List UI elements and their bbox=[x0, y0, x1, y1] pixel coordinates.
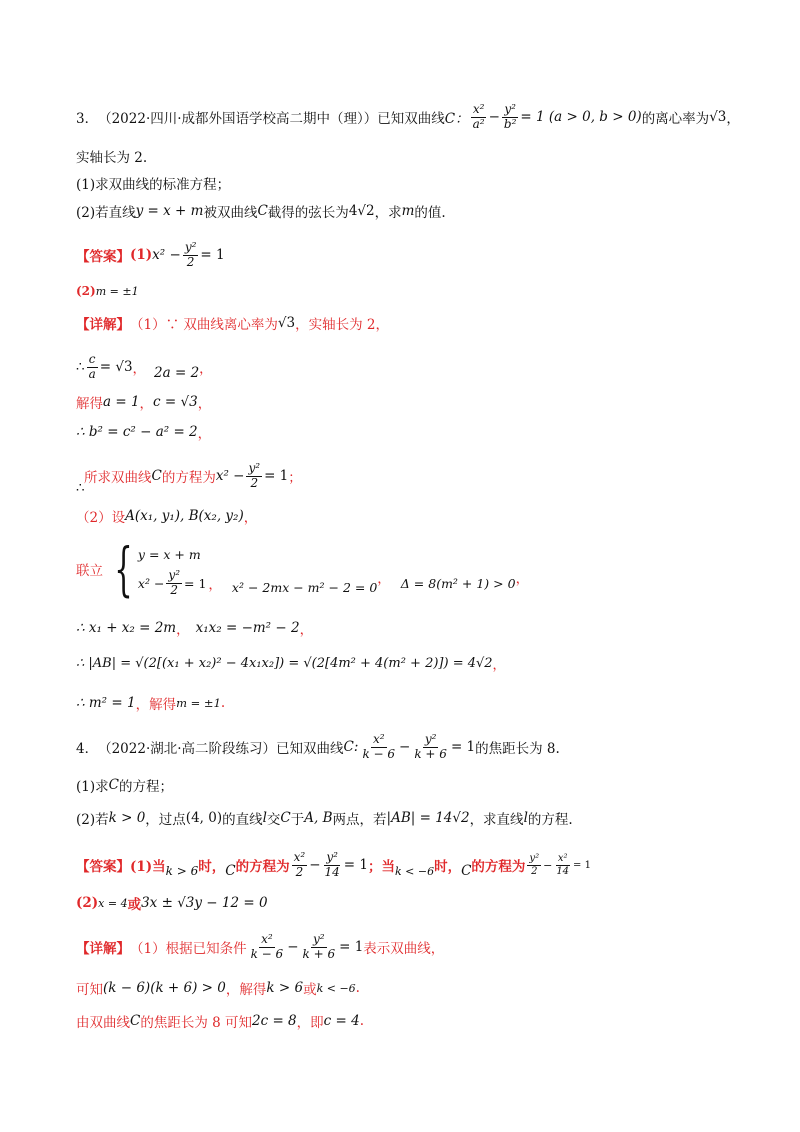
q3-detail-l9-b: ， bbox=[492, 658, 506, 673]
q4-part2-l: l bbox=[262, 810, 267, 826]
q3-detail-l2-pre: ∴ bbox=[76, 359, 85, 376]
q4-part1-b: 的方程； bbox=[118, 779, 173, 795]
q3-part2-d: 截得的弦长为 bbox=[267, 205, 349, 221]
q4-detail-l1-eq: = 1 bbox=[339, 939, 364, 956]
q4-answer-2 bbox=[76, 893, 800, 913]
q3-detail-l6-a: （2）设 bbox=[76, 510, 126, 526]
q4-detail-l3-g: . bbox=[359, 1013, 364, 1029]
q4-part1-a: (1)求 bbox=[76, 779, 109, 795]
q3-detail-l2-d: ， bbox=[199, 361, 213, 378]
q3-part2-c: C bbox=[257, 203, 268, 219]
q4-curve-c: C: bbox=[343, 739, 359, 756]
q4-answer-a1-eq: = 1 bbox=[343, 857, 368, 874]
q3-answer-a1-x: x² − bbox=[152, 247, 181, 264]
q3-answer-a1: (1) bbox=[130, 247, 153, 264]
q4-part2-c: 的直线 bbox=[222, 812, 263, 828]
q3-detail-label: 【详解】 bbox=[76, 317, 130, 333]
q3-detail-l3-c: ， bbox=[139, 396, 154, 412]
q4-answer-a1-k2: k < −6 bbox=[394, 864, 435, 878]
q4-detail-l3-c: C bbox=[130, 1013, 141, 1029]
q3-detail-l9-a: ∴ |AB| = √(2[(x₁ + x₂)² − 4x₁x₂]) = √(2[4m² + 4(m² + 2)]) = 4√2 bbox=[76, 656, 493, 671]
q4-part2 bbox=[76, 808, 800, 828]
q4-answer-a1-minus2: − bbox=[543, 858, 553, 872]
q3-detail-l4-b: ， bbox=[197, 426, 212, 442]
q4-detail-l3-e: ，即 bbox=[296, 1015, 324, 1031]
q4-detail-l2-e: 或 bbox=[303, 982, 317, 998]
q3-detail-l10-b: ，解得 bbox=[135, 697, 177, 713]
q3-detail-l6-b: A(x₁, y₁), B(x₂, y₂) bbox=[125, 508, 244, 524]
q3-detail-l2-eq: = √3 bbox=[99, 359, 133, 376]
q3-part2-e: ，求 bbox=[374, 205, 402, 221]
q4-part2-d: 交 bbox=[266, 812, 281, 828]
q3-detail-l6-c: ， bbox=[243, 510, 258, 526]
q4-detail-l3-a: 由双曲线 bbox=[76, 1015, 130, 1031]
q4-answer-a1-b: 时， bbox=[198, 859, 226, 876]
q3-answer-1 bbox=[76, 241, 800, 270]
q4-detail-2 bbox=[76, 978, 800, 998]
q3-answer-a1-frac: $\frac{\text{y²}}{2}$ bbox=[184, 240, 197, 269]
q4-detail-l1-minus: − bbox=[287, 939, 299, 956]
q4-detail-l2-g: . bbox=[355, 980, 360, 996]
q3-detail-system-row2: x² − $\frac{\text{y²}}{2}$ = 1 bbox=[137, 568, 207, 597]
q4-answer-a2-or: 或 bbox=[127, 897, 142, 913]
q3-detail-system: { y = x + m x² − $\frac{\text{y²}}{2}$ = 1 bbox=[114, 535, 207, 603]
q3-detail-l5-end: ； bbox=[288, 470, 302, 487]
q4-part1-c: C bbox=[108, 777, 119, 793]
q3-detail-l2-comma: ， bbox=[132, 361, 147, 378]
q3-part2-a: (2)若直线 bbox=[76, 205, 136, 221]
q3-detail-l5-x: x² − bbox=[215, 468, 245, 485]
q3-stem: 3． （2022·四川·成都外国语学校高二期中（理））已知双曲线 C： $\frac{\text{x²}}{\text{a²}}$ − $\frac{\text{y²}}{\text{b²}}$ = 1 (a > 0, b > 0) 的离心率为 √3 ， bbox=[76, 102, 740, 131]
q4-frac-y: $\frac{\text{y²}}{k + 6}$ bbox=[414, 732, 447, 761]
q3-detail-l8-a: ∴ x₁ + x₂ = 2m bbox=[76, 620, 177, 636]
q4-part2-a: (2)若 bbox=[76, 812, 109, 828]
q3-part2-f: 的值. bbox=[414, 205, 446, 221]
q4-source: （2022·湖北·高二阶段练习）已知双曲线 bbox=[98, 741, 344, 758]
q3-detail-l2-c: 2a = 2 bbox=[154, 365, 200, 382]
q4-answer-a1-e: ；当 bbox=[367, 859, 395, 876]
q3-detail-l10-d: . bbox=[220, 695, 226, 711]
q3-detail-l3-e: ， bbox=[197, 396, 212, 412]
q3-detail-6 bbox=[76, 506, 800, 526]
q3-detail-l4: ∴ b² = c² − a² = 2 bbox=[76, 424, 198, 440]
q3-answer-a2-val: m = ±1 bbox=[95, 284, 139, 298]
q4-detail-l2-f: k < −6 bbox=[316, 981, 356, 995]
q4-detail-1 bbox=[76, 933, 800, 962]
q3-answer-2 bbox=[76, 284, 800, 298]
q4-answer-a1: (1)当 bbox=[130, 859, 166, 876]
q3-curve-c: C： bbox=[444, 111, 469, 128]
q3-detail-l7-d: ， bbox=[377, 571, 391, 587]
q4-answer-a1-minus: − bbox=[309, 857, 321, 874]
q3-condition: = 1 (a > 0, b > 0) bbox=[520, 109, 642, 126]
q4-answer-label: 【答案】 bbox=[76, 859, 130, 876]
q4-part2-h: 的方程. bbox=[527, 812, 573, 828]
q4-answer-a1-frac3: $\frac{\text{y²}}{2}$ bbox=[529, 853, 540, 877]
q4-part2-b: ，过点 bbox=[145, 812, 186, 828]
q3-frac-y: $\frac{\text{y²}}{\text{b²}}$ bbox=[503, 102, 517, 131]
q3-answer-label: 【答案】 bbox=[76, 249, 130, 266]
q3-detail-l2-frac: $\frac{c}{a}$ bbox=[88, 352, 96, 381]
q4-answer-a1-k1: k > 6 bbox=[165, 864, 199, 879]
q3-detail-2 bbox=[76, 353, 800, 382]
q4-detail-l1-a: （1）根据已知条件 bbox=[130, 941, 247, 958]
q4-part1 bbox=[76, 775, 800, 795]
q4-answer-a1-frac1: $\frac{\text{x²}}{2}$ bbox=[293, 850, 306, 879]
q4-answer-a1-frac4: $\frac{\text{x²}}{14}$ bbox=[556, 853, 570, 877]
q4-answer-a1-c: C bbox=[225, 863, 236, 880]
q3-detail-l8-b: ， bbox=[176, 622, 190, 638]
q4-detail-l2-c: ，解得 bbox=[225, 982, 267, 998]
q3-detail-l7-c: x² − 2mx − m² − 2 = 0 bbox=[231, 579, 378, 595]
q3-detail-l1: （1）∵ 双曲线离心率为 bbox=[130, 317, 278, 333]
q3-tail: ， bbox=[726, 111, 740, 128]
q3-detail-l7-e: Δ = 8(m² + 1) > 0 bbox=[400, 575, 516, 591]
q3-part2-b: 被双曲线 bbox=[203, 205, 258, 221]
q3-detail-4 bbox=[76, 422, 800, 442]
q4-detail-l2-b: (k − 6)(k + 6) > 0 bbox=[103, 980, 226, 996]
q4-detail-l3-f: c = 4 bbox=[323, 1013, 360, 1029]
q3-answer-a1-eq: = 1 bbox=[200, 247, 225, 264]
q4-part2-l2: l bbox=[523, 810, 528, 826]
q3-ecc-text: 的离心率为 bbox=[641, 111, 710, 128]
q4-answer-a2-b: 3x ± √3y − 12 = 0 bbox=[141, 895, 268, 911]
q4-part2-k: k > 0 bbox=[108, 810, 146, 826]
q3-part1: (1)求双曲线的标准方程； bbox=[76, 177, 231, 193]
q3-part2-eq: y = x + m bbox=[135, 203, 204, 219]
q3-detail-l5-a: 所求双曲线 bbox=[84, 470, 152, 487]
q3-detail-l10-c: m = ±1 bbox=[176, 696, 221, 710]
q4-stem: 4． （2022·湖北·高二阶段练习）已知双曲线 C: $\frac{\text{x²}}{k - 6}$ − $\frac{\text{y²}}{k + 6}$ = 1 的焦距长为 8. bbox=[76, 732, 560, 761]
q4-detail-3 bbox=[76, 1011, 800, 1031]
q4-answer-a1-eq2: = 1 bbox=[573, 859, 591, 871]
q3-detail-l5-frac: $\frac{\text{y²}}{2}$ bbox=[248, 461, 261, 490]
q4-answer-a2-a: x = 4 bbox=[98, 896, 128, 910]
q3-detail-l5-c: C bbox=[151, 468, 162, 485]
q3-part2-len: 4√2 bbox=[348, 203, 375, 219]
q3-detail-l7-a: 联立 bbox=[76, 563, 103, 579]
q4-part2-ab: A, B bbox=[304, 810, 333, 826]
q3-detail-l10-a: ∴ m² = 1 bbox=[76, 695, 136, 711]
q3-detail-10 bbox=[76, 693, 800, 713]
q3-answer-a2: (2) bbox=[76, 284, 96, 298]
q3-detail-1 bbox=[76, 313, 800, 333]
q4-answer-a2: (2) bbox=[76, 895, 99, 911]
q4-part2-cc: C bbox=[280, 810, 291, 826]
q3-detail-l8-c: x₁x₂ = −m² − 2 bbox=[195, 620, 300, 636]
q3-frac-x: $\frac{\text{x²}}{\text{a²}}$ bbox=[472, 102, 485, 131]
q3-detail-l7-f: ， bbox=[515, 571, 530, 587]
q4-eq: = 1 bbox=[450, 739, 476, 756]
q4-part2-len: |AB| = 14√2 bbox=[386, 810, 470, 826]
q3-number: 3． bbox=[76, 111, 99, 128]
q4-number: 4． bbox=[76, 741, 99, 758]
q4-part2-e: 于 bbox=[290, 812, 305, 828]
q4-part2-p: (4, 0) bbox=[185, 810, 223, 826]
q3-detail-l8-d: ， bbox=[299, 622, 314, 638]
q4-detail-l2-a: 可知 bbox=[76, 982, 103, 998]
q4-answer-a1-g: 的方程为 bbox=[471, 859, 526, 876]
q4-detail-l1-b: 表示双曲线， bbox=[363, 941, 445, 958]
q3-detail-9 bbox=[76, 654, 800, 673]
q3-part2-m: m bbox=[401, 203, 415, 219]
q3-detail-7 bbox=[76, 535, 800, 603]
q4-detail-l2-d: k > 6 bbox=[266, 980, 304, 996]
q3-detail-l1-sqrt3: √3 bbox=[277, 315, 296, 331]
q4-part2-g: ，求直线 bbox=[469, 812, 524, 828]
q4-answer-a1-frac2: $\frac{\text{y²}}{14}$ bbox=[324, 850, 340, 879]
q3-sqrt3: √3 bbox=[709, 109, 727, 126]
q4-detail-l3-b: 的焦距长为 8 可知 bbox=[140, 1015, 253, 1031]
q3-part2 bbox=[76, 201, 800, 221]
q3-detail-l3-b: a = 1 bbox=[103, 394, 140, 410]
q3-detail-l5-eq: = 1 bbox=[264, 468, 289, 485]
q4-tail: 的焦距长为 8. bbox=[475, 741, 560, 758]
q4-frac-x: $\frac{\text{x²}}{k - 6}$ bbox=[362, 732, 396, 761]
q3-line2: 实轴长为 2. bbox=[76, 150, 148, 166]
q4-answer-a1-c2: C bbox=[461, 863, 472, 880]
q3-detail-system-row1: y = x + m bbox=[137, 547, 201, 562]
q4-answer-a1-d: 的方程为 bbox=[235, 859, 290, 876]
q3-detail-l3-a: 解得 bbox=[76, 396, 103, 412]
q3-detail-8 bbox=[76, 618, 800, 638]
q4-answer-a1-f: 时， bbox=[434, 859, 462, 876]
q3-detail-l1-b: ，实轴长为 2， bbox=[295, 317, 389, 333]
q3-detail-3 bbox=[76, 392, 800, 412]
q4-detail-l3-d: 2c = 8 bbox=[252, 1013, 297, 1029]
q3-source: （2022·四川·成都外国语学校高二期中（理））已知双曲线 bbox=[98, 111, 445, 128]
q3-detail-l5-b: 的方程为 bbox=[161, 470, 216, 487]
q4-answer-1 bbox=[76, 851, 800, 880]
q4-detail-l1-frac-y: $\frac{\text{y²}}{k + 6}$ bbox=[302, 932, 336, 961]
q3-detail-5-therefore: ∴ bbox=[76, 480, 85, 496]
q4-part2-f: 两点，若 bbox=[332, 812, 387, 828]
q3-detail-l7-b: ， bbox=[208, 577, 222, 593]
q3-detail-l3-d: c = √3 bbox=[153, 394, 198, 410]
q4-detail-l1-frac-x: $\frac{\text{x²}}{k - 6}$ bbox=[250, 932, 284, 961]
q4-detail-label: 【详解】 bbox=[76, 941, 130, 958]
